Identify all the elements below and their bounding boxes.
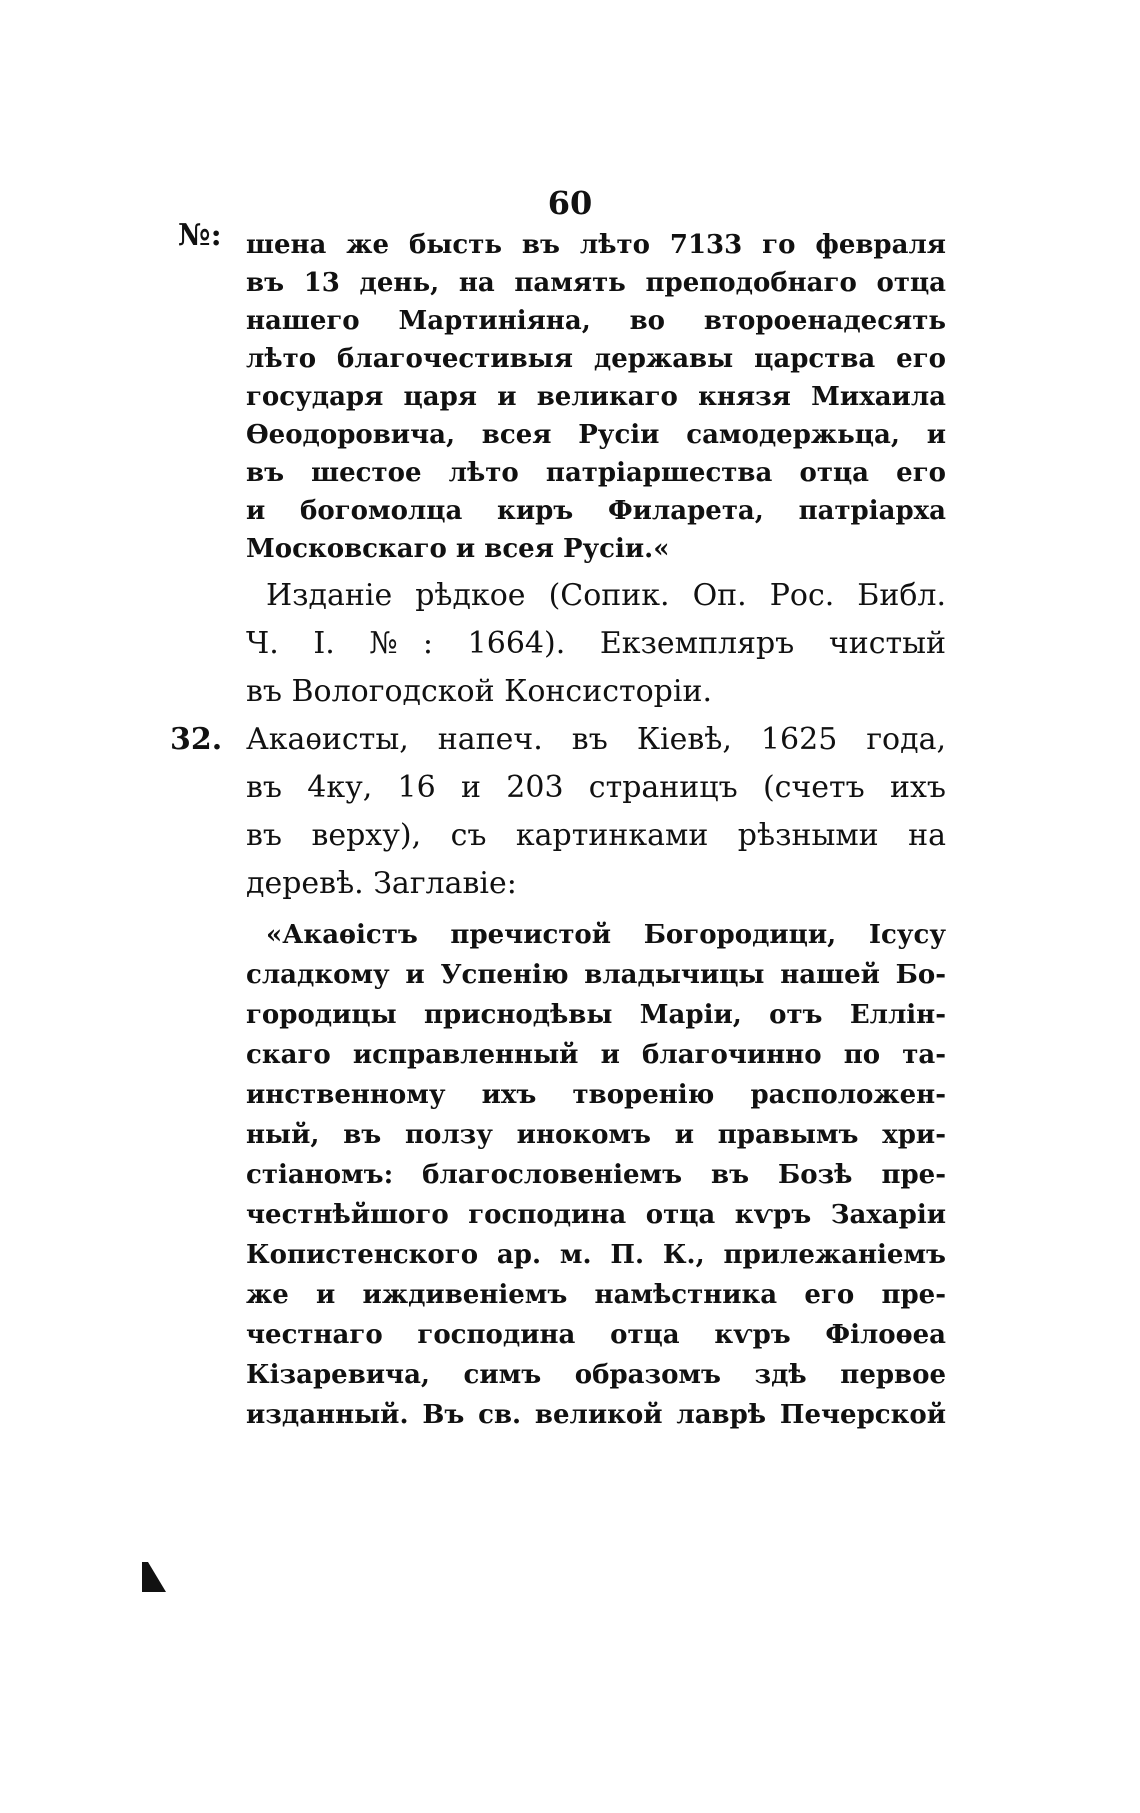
page-number: 60 (547, 184, 593, 222)
text-line: стіаномъ: благословеніемъ въ Бозѣ пре- (246, 1160, 946, 1190)
text-line: Копистенского ар. м. П. К., прилежаніемъ (246, 1240, 946, 1270)
margin-mark: №: (178, 218, 222, 253)
text-line: нашего Мартиніяна, во второенадесять (246, 306, 946, 336)
text-line: честнѣйшого господина отца кѵръ Захаріи (246, 1200, 946, 1230)
text-line: Московскаго и всея Русіи.« (246, 534, 670, 564)
text-line: въ Вологодской Консисторіи. (246, 674, 712, 709)
text-line: честнаго господина отца кѵръ Філоѳеа (246, 1320, 946, 1350)
text-line: лѣто благочестивыя державы царства его (246, 344, 946, 374)
signature-mark-icon (140, 1560, 168, 1594)
text-line: деревѣ. Заглавіе: (246, 866, 517, 901)
text-line: въ верху), съ картинками рѣзными на (246, 818, 946, 853)
text-line: изданный. Въ св. великой лаврѣ Печерской (246, 1400, 946, 1430)
entry-number: 32. (170, 722, 223, 757)
text-line: Кізаревича, симъ образомъ здѣ первое (246, 1360, 946, 1390)
text-line: шена же бысть въ лѣто 7133 го февраля (246, 230, 946, 260)
text-line: ный, въ ползу инокомъ и правымъ хри- (246, 1120, 946, 1150)
text-line: въ шестое лѣто патріаршества отца его (246, 458, 946, 488)
text-line: Ч. І. №: 1664). Екземпляръ чистый (246, 626, 946, 661)
text-line: городицы приснодѣвы Маріи, отъ Еллін- (246, 1000, 946, 1030)
text-line: «Акаѳістъ пречистой Богородици, Ісусу (266, 920, 946, 950)
text-line: государя царя и великаго князя Михаила (246, 382, 946, 412)
text-line: инственному ихъ творенію расположен- (246, 1080, 946, 1110)
text-line: Өеодоровича, всея Русіи самодержьца, и (246, 420, 946, 450)
text-line: скаго исправленный и благочинно по та- (246, 1040, 946, 1070)
text-line: въ 4ку, 16 и 203 страницъ (счетъ ихъ (246, 770, 946, 805)
text-line: Изданіе рѣдкое (Сопик. Оп. Рос. Библ. (266, 578, 946, 613)
text-line: въ 13 день, на память преподобнаго отца (246, 268, 946, 298)
text-line: же и иждивеніемъ намѣстника его пре- (246, 1280, 946, 1310)
text-line: и богомолца киръ Филарета, патріарха (246, 496, 946, 526)
text-line: Акаѳисты, напеч. въ Кіевѣ, 1625 года, (246, 722, 946, 757)
text-line: сладкому и Успенію владычицы нашей Бо- (246, 960, 946, 990)
